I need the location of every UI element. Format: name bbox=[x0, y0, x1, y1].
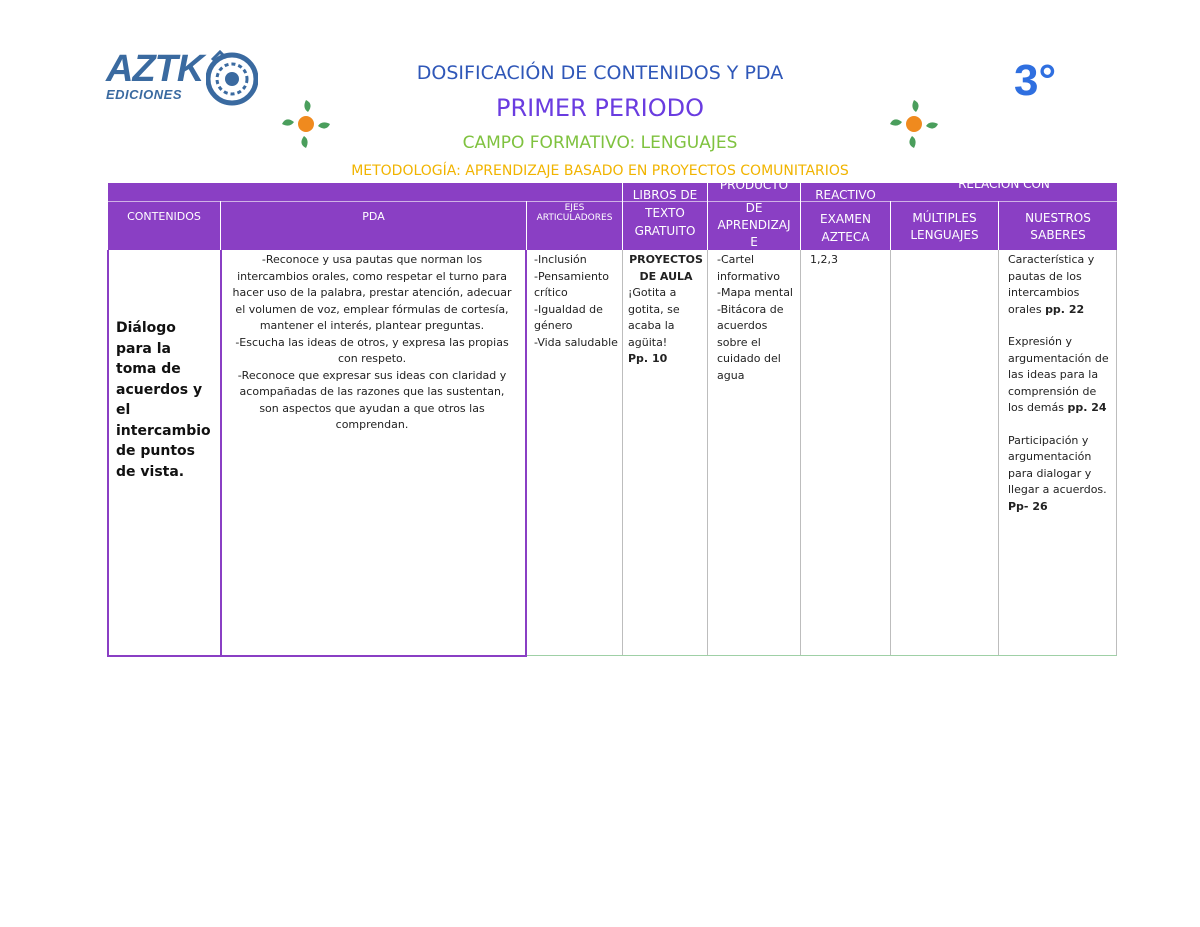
header-pda: PDA bbox=[362, 210, 385, 223]
libros-title: PROYECTOS DE AULA bbox=[629, 253, 703, 283]
formative-field: CAMPO FORMATIVO: LENGUAJES bbox=[462, 133, 738, 153]
pda-item: -Reconoce que expresar sus ideas con claridad y acompañadas de las razones que las sustentan, son aspectos que ayudan a que otros las comprendan. bbox=[237, 368, 507, 431]
cell-contenido: Diálogo para la toma de acuerdos y el intercambio de puntos de vista. bbox=[116, 320, 211, 480]
cell-ejes bbox=[534, 252, 618, 351]
logo-subtitle: EDICIONES bbox=[106, 87, 183, 102]
libros-page: Pp. 10 bbox=[628, 352, 668, 365]
leaf-ornament-left-icon bbox=[278, 96, 334, 152]
header-producto: PRODUCTO DE APRENDIZAJ E bbox=[717, 178, 791, 249]
period-title: PRIMER PERIODO bbox=[495, 94, 705, 122]
table-header bbox=[108, 177, 1117, 250]
producto-item: -Bitácora de acuerdos sobre el cuidado del agua bbox=[717, 302, 784, 382]
header-relacion: RELACIÓN CON bbox=[958, 177, 1050, 191]
cell-pda bbox=[230, 252, 514, 434]
document-title: DOSIFICACIÓN DE CONTENIDOS Y PDA bbox=[416, 62, 784, 84]
cell-reactivo: 1,2,3 bbox=[810, 253, 838, 266]
header-ejes: EJES ARTICULADORES bbox=[536, 203, 613, 223]
header-libros: LIBROS DE TEXTO GRATUITO bbox=[632, 188, 698, 238]
libros-text: ¡Gotita a gotita, se acaba la agüita! bbox=[628, 286, 680, 349]
eje-item: -Inclusión bbox=[534, 253, 587, 266]
methodology: METODOLOGÍA: APRENDIZAJE BASADO EN PROYECTOS COMUNITARIOS bbox=[351, 163, 849, 179]
pda-item: -Reconoce y usa pautas que norman los intercambios orales, como respetar el turno para hacer uso de la palabra, prestar atención, adecuar el volumen de voz, emplear fórmulas de cortesía, mantener el interés, plantear preguntas. bbox=[232, 253, 512, 332]
eje-item: -Igualdad de género bbox=[534, 302, 603, 332]
eje-item: -Pensamiento crítico bbox=[534, 269, 609, 299]
saberes-item: Característica y pautas de los intercambios orales pp. 22 bbox=[1008, 253, 1095, 316]
cell-saberes bbox=[1008, 252, 1112, 515]
logo-wordmark: AZTK bbox=[106, 48, 204, 90]
header-contenidos: CONTENIDOS bbox=[127, 210, 201, 223]
cell-producto bbox=[717, 252, 797, 384]
header-saberes: NUESTROS SABERES bbox=[1025, 211, 1091, 242]
eje-item: -Vida saludable bbox=[534, 335, 618, 349]
header-reactivo: REACTIVO EXAMEN AZTECA bbox=[815, 188, 876, 244]
producto-item: -Mapa mental bbox=[717, 286, 793, 299]
header-multiples: MÚLTIPLES LENGUAJES bbox=[910, 211, 979, 242]
leaf-ornament-right-icon bbox=[886, 96, 942, 152]
producto-item: -Cartel informativo bbox=[717, 253, 781, 283]
saberes-item: Expresión y argumentación de las ideas para la comprensión de los demás pp. 24 bbox=[1008, 335, 1109, 414]
pda-item: -Escucha las ideas de otros, y expresa las propias con respeto. bbox=[235, 335, 509, 365]
saberes-item: Participación y argumentación para dialogar y llegar a acuerdos. Pp- 26 bbox=[1008, 433, 1107, 513]
grade-label: 3° bbox=[1014, 56, 1057, 105]
cell-libros bbox=[628, 252, 704, 368]
